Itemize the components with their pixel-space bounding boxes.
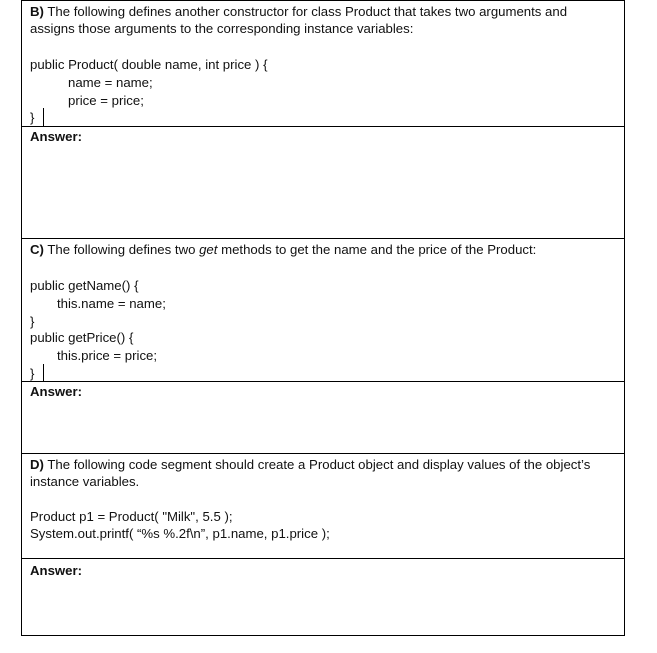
divider: [22, 453, 624, 454]
section-d-intro-line2: instance variables.: [30, 474, 140, 489]
section-b-label: B): [30, 4, 44, 19]
section-b-intro-line1: [30, 3, 616, 20]
section-d-code-line: System.out.printf( “%s %.2f\n”, p1.name, p1.price );: [30, 526, 330, 541]
section-c-answer-label: Answer:: [30, 384, 83, 399]
section-d-answer-area[interactable]: [22, 580, 624, 636]
section-d-intro-line1: [30, 456, 616, 473]
section-c-code-line: public getPrice() {: [30, 330, 134, 345]
section-d-answer-label: Answer:: [30, 563, 83, 578]
divider: [22, 558, 624, 559]
section-c-code-line: }: [30, 314, 35, 329]
section-c-answer-area[interactable]: [22, 401, 624, 453]
section-d-intro-text: The following code segment should create a Product object and display values of the object’s: [43, 457, 591, 472]
section-c-intro: [30, 241, 616, 258]
section-b-code-line: }: [30, 110, 35, 125]
divider: [22, 126, 624, 127]
section-b-answer-label: Answer:: [30, 129, 83, 144]
section-c-code-line: this.price = price;: [57, 348, 158, 363]
section-d-code-line: Product p1 = Product( "Milk", 5.5 );: [30, 509, 233, 524]
section-c-code-line: this.name = name;: [57, 296, 166, 311]
divider: [22, 381, 624, 382]
divider: [22, 238, 624, 239]
section-c-intro-emphasis: get: [199, 242, 218, 257]
section-c-code-line: }: [30, 366, 35, 381]
section-b-answer-area[interactable]: [22, 146, 624, 238]
exercise-sheet: [21, 0, 625, 636]
section-b-code-line: public Product( double name, int price ) {: [30, 57, 268, 72]
section-b-code-line: name = name;: [68, 75, 153, 90]
section-d-label: D): [30, 457, 44, 472]
section-c-intro-text-end: methods to get the name and the price of the Product:: [217, 242, 537, 257]
section-c-label: C): [30, 242, 44, 257]
section-b-intro-line2: assigns those arguments to the corresponding instance variables:: [30, 21, 414, 36]
section-b-intro-text: The following defines another constructor for class Product that takes two arguments and: [43, 4, 568, 19]
section-c-code-line: public getName() {: [30, 278, 139, 293]
section-b-code-line: price = price;: [68, 93, 144, 108]
section-c-intro-text: The following defines two: [43, 242, 200, 257]
